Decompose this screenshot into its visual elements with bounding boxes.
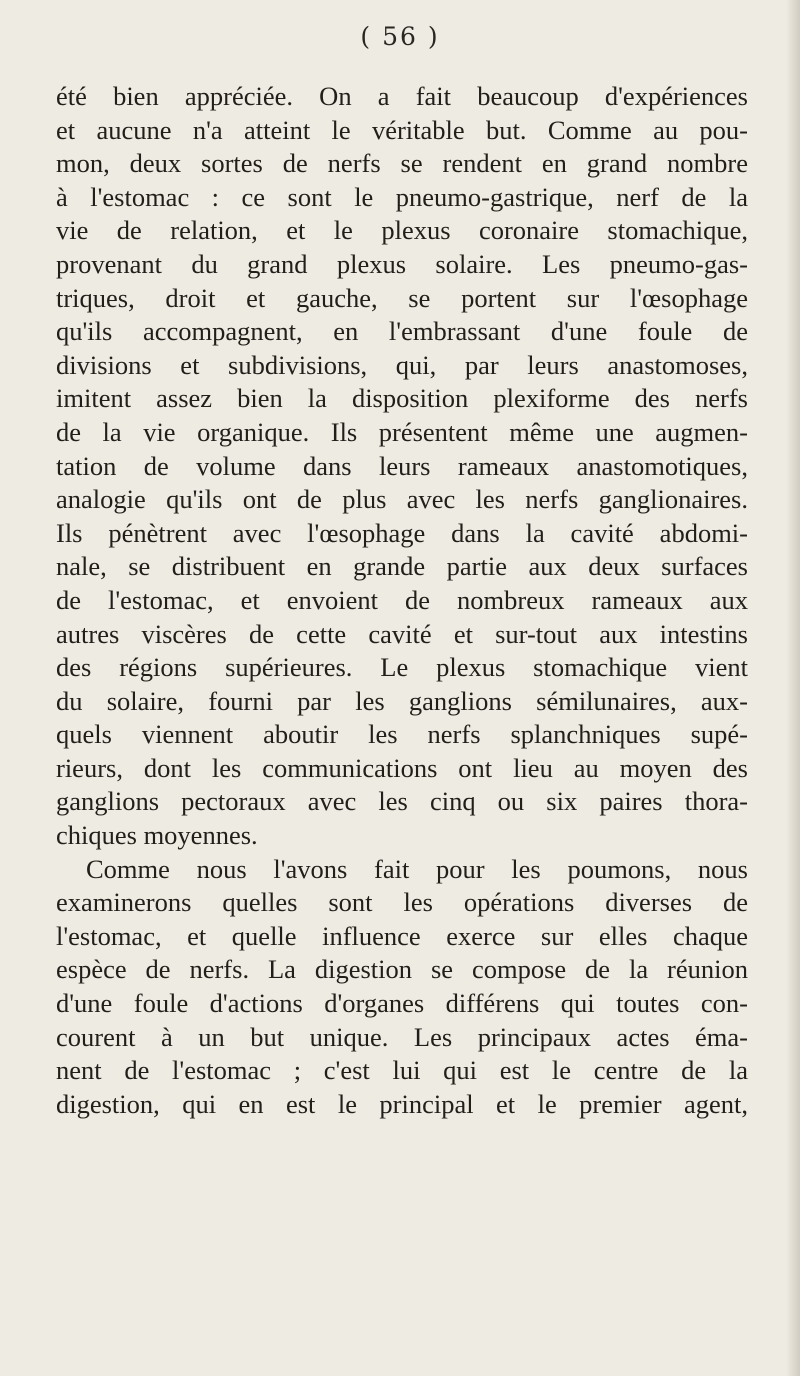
text-line: et aucune n'a atteint le véritable but. Comme au pou- <box>56 114 748 145</box>
text-line: des régions supérieures. Le plexus stomachique vient <box>56 652 748 683</box>
text-line: espèce de nerfs. La digestion se compose de la réunion <box>56 954 748 985</box>
page-edge-shadow <box>786 0 800 1376</box>
text-line: l'estomac, et quelle influence exerce sur elles chaque <box>56 920 748 951</box>
text-line: divisions et subdivisions, qui, par leurs anastomoses, <box>56 349 748 380</box>
text-line: imitent assez bien la disposition plexiforme des nerfs <box>56 383 748 414</box>
text-line: mon, deux sortes de nerfs se rendent en grand nombre <box>56 148 748 179</box>
text-line: de la vie organique. Ils présentent même une augmen- <box>56 416 748 447</box>
text-line: été bien appréciée. On a fait beaucoup d'expériences <box>56 81 748 111</box>
text-line: tation de volume dans leurs rameaux anastomotiques, <box>56 450 748 481</box>
text-line: nale, se distribuent en grande partie aux deux surfaces <box>56 551 748 582</box>
text-line: provenant du grand plexus solaire. Les pneumo-gas- <box>56 248 748 279</box>
text-line: à l'estomac : ce sont le pneumo-gastrique, nerf de la <box>56 181 748 212</box>
paragraph-end-line: chiques moyennes. <box>56 820 258 851</box>
text-line: examinerons quelles sont les opérations diverses de <box>56 887 748 918</box>
text-line: quels viennent aboutir les nerfs splanchniques supé- <box>56 719 748 750</box>
text-line: qu'ils accompagnent, en l'embrassant d'une foule de <box>56 316 748 347</box>
text-line: ganglions pectoraux avec les cinq ou six paires thora- <box>56 786 748 817</box>
text-line: vie de relation, et le plexus coronaire stomachique, <box>56 215 748 246</box>
body-text <box>56 80 748 1121</box>
text-line: courent à un but unique. Les principaux actes éma- <box>56 1021 748 1052</box>
text-line: digestion, qui en est le principal et le premier agent, <box>56 1088 748 1119</box>
text-line: Ils pénètrent avec l'œsophage dans la cavité abdomi- <box>56 517 748 548</box>
text-line: rieurs, dont les communications ont lieu au moyen des <box>56 752 748 783</box>
text-line: nent de l'estomac ; c'est lui qui est le centre de la <box>56 1055 748 1086</box>
paragraph-start-line: Comme nous l'avons fait pour les poumons, nous <box>86 853 748 884</box>
text-line: triques, droit et gauche, se portent sur l'œsophage <box>56 282 748 313</box>
page-number: ( 56 ) <box>360 22 440 51</box>
text-line: autres viscères de cette cavité et sur-tout aux intestins <box>56 618 748 649</box>
text-line: de l'estomac, et envoient de nombreux rameaux aux <box>56 584 748 615</box>
text-line: d'une foule d'actions d'organes différens qui toutes con- <box>56 988 748 1019</box>
text-line: du solaire, fourni par les ganglions sémilunaires, aux- <box>56 685 748 716</box>
text-line: analogie qu'ils ont de plus avec les nerfs ganglionaires. <box>56 484 748 515</box>
